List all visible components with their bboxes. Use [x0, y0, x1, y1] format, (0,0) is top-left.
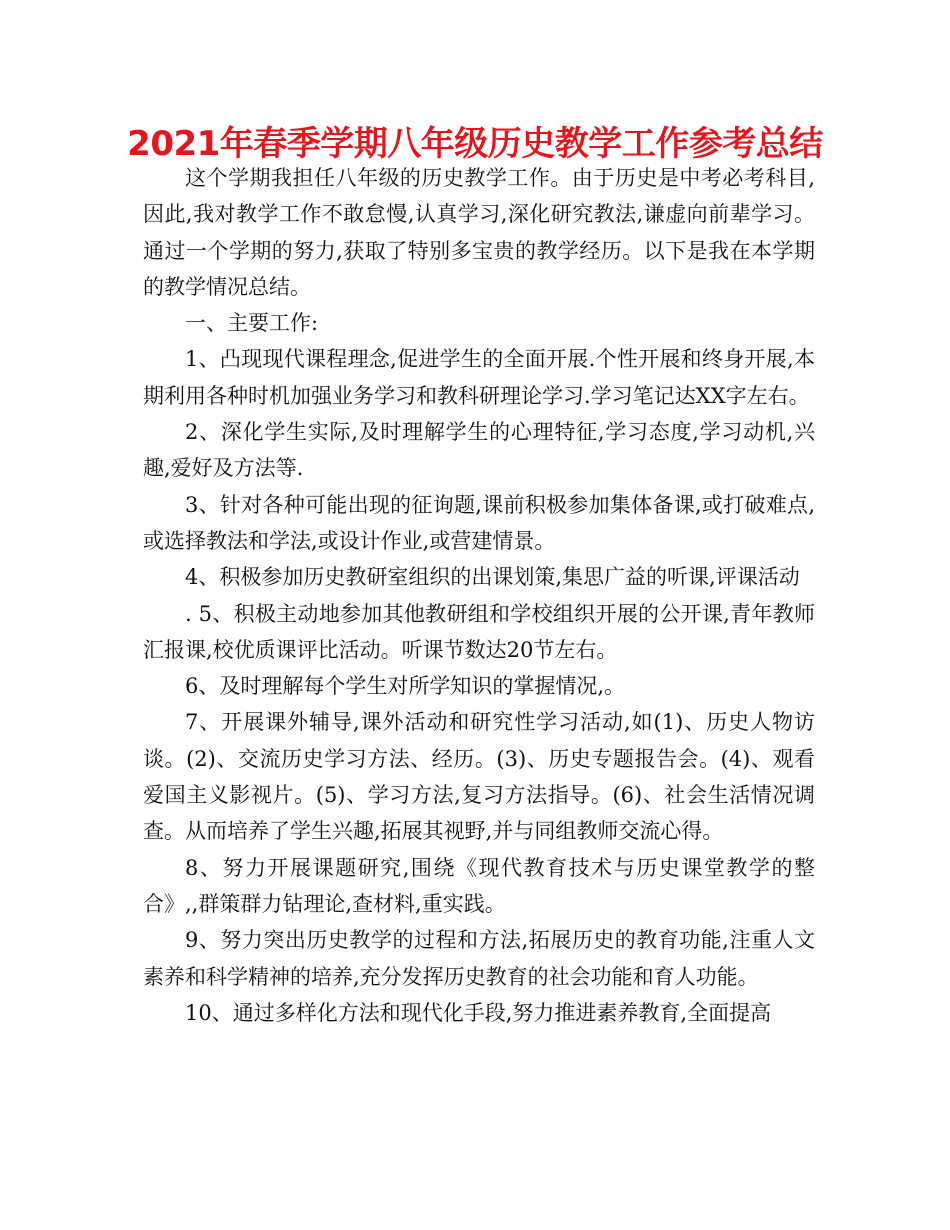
list-item: . 5、积极主动地参加其他教研组和学校组织开展的公开课,青年教师汇报课,校优质课评比活动。听课节数达20节左右。 [143, 601, 815, 662]
list-item: 10、通过多样化方法和现代化手段,努力推进素养教育,全面提高 [185, 1000, 772, 1025]
list-item: 1、凸现现代课程理念,促进学生的全面开展.个性开展和终身开展,本期利用各种时机加强业务学习和教科研理论学习.学习笔记达XX字左右。 [143, 347, 815, 408]
list-item: 9、努力突出历史教学的过程和方法,拓展历史的教育功能,注重人文素养和科学精神的培养,充分发挥历史教育的社会功能和育人功能。 [143, 928, 815, 989]
list-item: 2、深化学生实际,及时理解学生的心理特征,学习态度,学习动机,兴趣,爱好及方法等. [143, 420, 815, 481]
list-item: 8、努力开展课题研究,围绕《现代教育技术与历史课堂教学的整合》,,群策群力钻理论,查材料,重实践。 [143, 855, 815, 916]
section-heading: 一、主要工作: [185, 311, 319, 336]
list-item: 3、针对各种可能出现的征询题,课前积极参加集体备课,或打破难点,或选择教法和学法,或设计作业,或营建情景。 [143, 492, 815, 553]
list-item: 7、开展课外辅导,课外活动和研究性学习活动,如(1)、历史人物访谈。(2)、交流历史学习方法、经历。(3)、历史专题报告会。(4)、观看爱国主义影视片。(5)、学习方法,复习方法指导。(6)、社会生活情况调查。从而培养了学生兴趣,拓展其视野,并与同组教师交流心得。 [143, 710, 815, 844]
intro-paragraph: 这个学期我担任八年级的历史教学工作。由于历史是中考必考科目,因此,我对教学工作不敢怠慢,认真学习,深化研究教法,谦虚向前辈学习。通过一个学期的努力,获取了特别多宝贵的教学经历。以下是我在本学期的教学情况总结。 [143, 166, 815, 299]
document-title: 2021年春季学期八年级历史教学工作参考总结 [127, 124, 823, 164]
list-item: 6、及时理解每个学生对所学知识的掌握情况,。 [185, 674, 626, 699]
document-body [143, 160, 815, 1031]
list-item: 4、积极参加历史教研室组织的出课划策,集思广益的听课,评课活动 [185, 565, 800, 590]
